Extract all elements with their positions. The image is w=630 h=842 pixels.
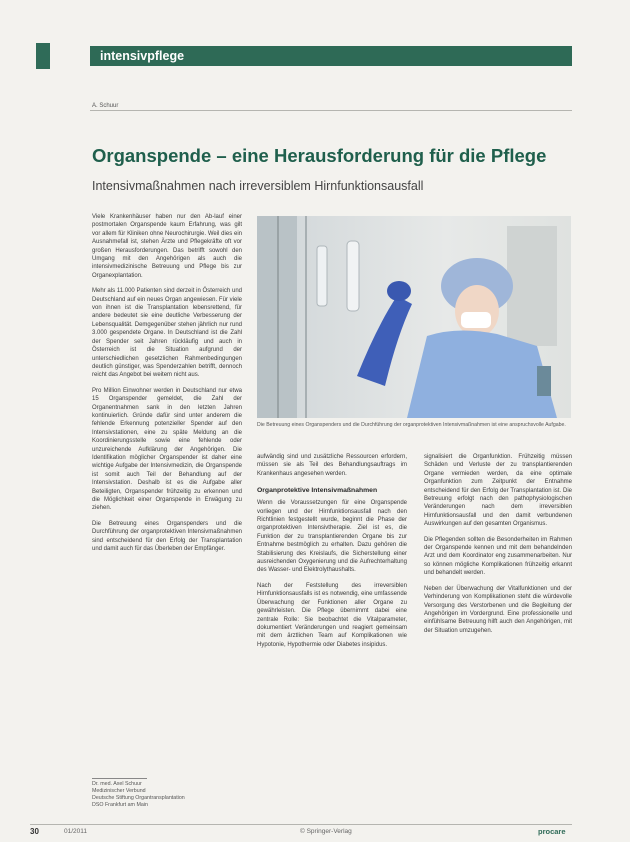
paragraph: Neben der Überwachung der Vitalfunktionen und der Verhinderung von Komplikationen steht die würdevolle Versorgung des Verstorbenen und die Begleitung der Angehörigen im Vordergrund. Eine professionelle und einfühlsame Betreuung hilft auch den Angehörigen, mit der Situation umzugehen. [424,585,572,634]
section-heading: Organprotektive Intensivmaßnahmen [257,487,378,495]
author: A. Schuur [92,103,119,109]
footnote-line: DSO Frankfurt am Main [92,802,148,808]
issue-number: 01/2011 [64,828,88,835]
paragraph: aufwändig sind und zusätzliche Ressourcen erfordern, müssen sie als Teil des Behandlungsauftrags im Krankenhaus angesehen werden. [257,454,407,477]
article-title: Organspende – eine Herausforderung für die Pflege [92,145,547,166]
section-marker [36,43,50,69]
section-header: intensivpflege [90,46,572,66]
footnote-line: Deutsche Stiftung Organtransplantation [92,795,185,801]
footnote-divider [92,778,147,779]
journal-brand: procare [538,827,566,836]
paragraph: signalisiert die Organfunktion. Frühzeitig müssen Schäden und Verluste der zu transplantierenden Organe vermieden werden, da eine optimale Organfunktion zum Zeitpunkt der Entnahme entscheidend für den Erfolg der Transplantation ist. Die Betreuung erfolgt nach den pathophysiologischen Veränderungen nach dem irreversiblen Hirnfunktionsausfall und den damit verbundenen Auswirkungen auf den gesamten Organismus. [424,454,572,528]
paragraph: Pro Million Einwohner werden in Deutschland nur etwa 15 Organspender gemeldet, die Zahl der Organentnahmen sank in den letzten Jahren kontinuierlich. Gründe dafür sind unter anderem die fehlende Erkennung potenzieller Spender auf den Intensivstationen, eine zu späte Meldung an die Koordinierungsstelle sowie eine fehlende oder unzureichende Aufklärung der Angehörigen. Die Identifikation möglicher Organspender ist daher eine wichtige Aufgabe der Intensivmedizin, die Organspende ist somit auch Teil der Behandlung auf der Intensivstation. Deshalb ist es die Aufgabe aller Beteiligten, Organspender frühzeitig zu erkennen und die Möglichkeit einer Organspende in Erwägung zu ziehen. [92,387,242,512]
footer-divider [30,824,572,825]
paragraph: Wenn die Voraussetzungen für eine Organspende vorliegen und der Hirnfunktionsausfall nach den Richtlinien festgestellt wurde, beginnt die Phase der organprotektiven Intensivtherapie. Ziel ist es, die Funktion der zu transplantierenden Organe bis zur Entnahme bestmöglich zu erhalten. Dazu gehören die Stabilisierung des Kreislaufs, die Sicherstellung einer ausreichenden Oxygenierung und die Aufrechterhaltung des Wasser- und Elektrolythaushalts. [257,500,407,574]
publisher: © Springer-Verlag [300,828,352,835]
footnote-line: Dr. med. Axel Schuur [92,781,142,787]
paragraph: Viele Krankenhäuser haben nur den Ab-lauf einer postmortalen Organspende kaum Erfahrung, was gilt vor allem für Kliniken ohne Neurochirurgie. Weil dies ein Ausnahmefall ist, stehen Ärzte und Pflegekräfte oft vor großen Herausforderungen. Das betrifft sowohl den Umgang mit den Angehörigen als auch die intensivmedizinische Betreuung und Pflege bis zur Organexplantation. [92,214,242,279]
article-subtitle: Intensivmaßnahmen nach irreversiblem Hirnfunktionsausfall [92,179,424,193]
column-1 [92,213,242,560]
paragraph: Nach der Feststellung des irreversiblen Hirnfunktionsausfalls ist es notwendig, eine umfassende Überwachung der Funktionen aller Organe zu gewährleisten. Die Pflege übernimmt dabei eine zentrale Rolle: Sie beobachtet die Vitalparameter, dokumentiert Veränderungen und reagiert gemeinsam mit dem ärztlichen Team auf Komplikationen wie Hypotonie, Hypothermie oder Diabetes insipidus. [257,582,407,648]
paragraph: Die Pflegenden sollten die Besonderheiten im Rahmen der Organspende kennen und mit dem behandelnden Arzt und dem Koordinator eng zusammenarbeiten. Nur so können mögliche Komplikationen frühzeitig erkannt und behandelt werden. [424,536,572,577]
author-footnote [92,781,185,809]
divider [90,110,572,111]
footnote-line: Medizinischer Verbund [92,788,146,794]
paragraph: Die Betreuung eines Organspenders und die Durchführung der organprotektiven Intensivmaßnahmen sind entscheidend für den Erfolg der Transplantation und damit auch für das Überleben der Empfänger. [92,520,242,553]
column-3 [424,453,572,642]
page-number: 30 [30,827,39,836]
photo-illustration [257,216,571,418]
column-2 [257,453,407,656]
photo-caption: Die Betreuung eines Organspenders und die Durchführung der organprotektiven Intensivmaßnahmen ist eine anspruchsvolle Aufgabe. [257,422,566,428]
article-photo [257,216,571,418]
paragraph: Mehr als 11.000 Patienten sind derzeit in Österreich und Deutschland auf ein neues Organ angewiesen. Für viele von ihnen ist die Transplantation lebensrettend, für andere bedeutet sie eine deutliche Verbesserung der Lebensqualität. Demgegenüber stehen jährlich nur rund 3.000 gespendete Organe. In Deutschland ist die Zahl der Spender seit Jahren rückläufig und auch in Österreich ist die Situation aufgrund der unterschiedlichen gesetzlichen Rahmenbedingungen deutlich günstiger, was Spenderzahlen betrifft, dennoch reicht das Angebot bei weitem nicht aus. [92,288,242,379]
